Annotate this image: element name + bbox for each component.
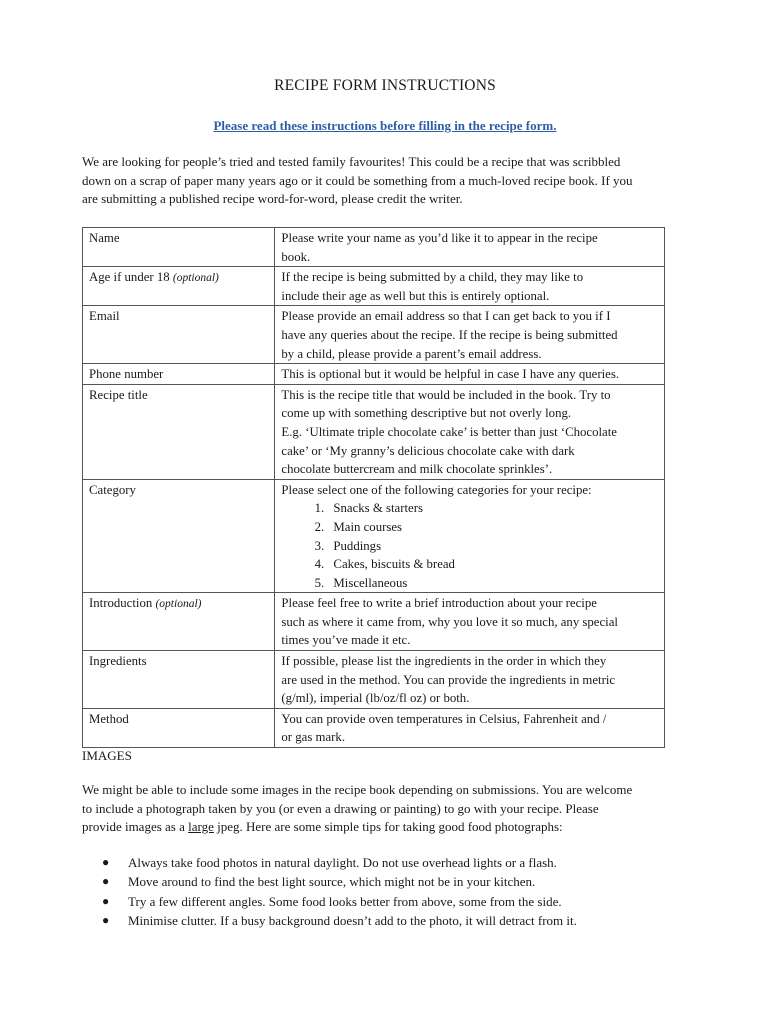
field-label-phone: Phone number (83, 364, 275, 385)
optional-tag: (optional) (155, 598, 202, 611)
field-description-method: You can provide oven temperatures in Celsius, Fahrenheit and / or gas mark. (275, 708, 665, 747)
photo-tips-list (82, 853, 682, 931)
list-item: ● Always take food photos in natural daylight. Do not use overhead lights or a flash. (82, 853, 682, 872)
table-row-method (83, 708, 665, 747)
field-label-age: Age if under 18 (optional) (83, 267, 275, 306)
intro-line: are submitting a published recipe word-for-word, please credit the writer. (82, 191, 463, 207)
category-option: 3. Puddings (327, 537, 658, 556)
field-description-name: Please write your name as you’d like it to appear in the recipe book. (275, 228, 665, 267)
category-option: 4. Cakes, biscuits & bread (327, 555, 658, 574)
category-option: 2. Main courses (327, 518, 658, 537)
field-description-phone: This is optional but it would be helpful in case I have any queries. (275, 364, 665, 385)
category-option: 5. Miscellaneous (327, 574, 658, 593)
table-row-email (83, 306, 665, 364)
field-description-recipe-title: This is the recipe title that would be included in the book. Try to come up with something descriptive but not overly long. E.g. ‘Ultimate triple chocolate cake’ is better than just ‘Chocolate cake’ or ‘My granny’s delicious chocolate cake with dark chocolate buttercream and milk chocolate sprinkles’. (275, 384, 665, 479)
field-description-ingredients: If possible, please list the ingredients in the order in which they are used in the method. You can provide the ingredients in metric (g/ml), imperial (lb/oz/fl oz) or both. (275, 651, 665, 709)
bullet-icon: ● (102, 874, 110, 889)
field-label-category: Category (83, 479, 275, 593)
list-item: ● Minimise clutter. If a busy background doesn’t add to the photo, it will detract from it. (82, 911, 682, 930)
intro-paragraph (82, 153, 692, 209)
bullet-icon: ● (102, 913, 110, 928)
table-row-age (83, 267, 665, 306)
field-description-category: Please select one of the following categories for your recipe: 1. Snacks & starters 2. Main courses 3. Puddings 4. Cakes, biscuits & bread 5. Miscellaneous (275, 479, 665, 593)
field-label-email: Email (83, 306, 275, 364)
images-heading: IMAGES (82, 748, 132, 763)
field-description-introduction: Please feel free to write a brief introduction about your recipe such as where it came from, why you love it so much, any special times you’ve made it etc. (275, 593, 665, 651)
list-item: ● Try a few different angles. Some food looks better from above, some from the side. (82, 892, 682, 911)
intro-line: We are looking for people’s tried and tested family favourites! This could be a recipe that was scribbled (82, 154, 621, 169)
table-row-introduction (83, 593, 665, 651)
category-list (281, 499, 658, 592)
bullet-icon: ● (102, 855, 110, 869)
page-title: RECIPE FORM INSTRUCTIONS (274, 77, 496, 94)
optional-tag: (optional) (172, 272, 219, 285)
field-label-ingredients: Ingredients (83, 651, 275, 709)
intro-line: down on a scrap of paper many years ago or it could be something from a much-loved recipe book. If you (82, 172, 633, 188)
table-row-phone (83, 364, 665, 385)
table-row-category (83, 479, 665, 593)
table-row-name (83, 228, 665, 267)
field-label-name: Name (83, 228, 275, 267)
form-fields-table (82, 227, 665, 748)
field-label-recipe-title: Recipe title (83, 384, 275, 479)
bullet-icon: ● (102, 893, 110, 908)
table-row-recipe-title (83, 384, 665, 479)
instructions-notice: Please read these instructions before filling in the recipe form. (213, 118, 557, 133)
field-label-introduction: Introduction (optional) (83, 593, 275, 651)
large-underlined: large (188, 819, 214, 835)
table-row-ingredients (83, 651, 665, 709)
category-option: 1. Snacks & starters (327, 499, 658, 518)
field-label-method: Method (83, 708, 275, 747)
field-description-email: Please provide an email address so that I can get back to you if I have any queries about the recipe. If the recipe is being submitted by a child, please provide a parent’s email address. (275, 306, 665, 364)
images-paragraph: We might be able to include some images in the recipe book depending on submissions. You are welcome to include a photograph taken by you (or even a drawing or painting) to go with your recipe. Please provide images as a large jpeg. Here are some simple tips for taking good food photographs: (82, 782, 633, 835)
field-description-age: If the recipe is being submitted by a child, they may like to include their age as well but this is entirely optional. (275, 267, 665, 306)
list-item: ● Move around to find the best light source, which might not be in your kitchen. (82, 872, 682, 891)
